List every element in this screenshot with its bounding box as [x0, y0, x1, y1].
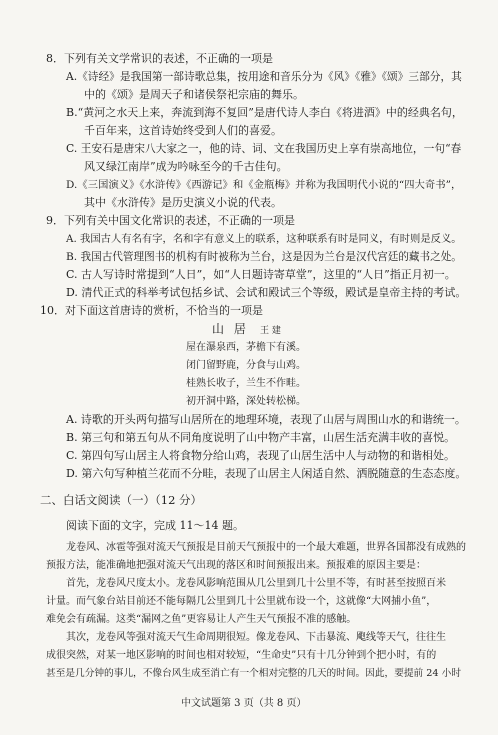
q10-option-c: C. 第四句写山居主人将食物分给山鸡，表现了山居生活中人与动物的和谐相处。 [66, 449, 456, 462]
q9-option-a: A. 我国古人有名有字，名和字有意义上的联系，这种联系有时是同义，有时则是反义。 [66, 233, 462, 245]
q9-stem: 9．下列有关中国文化常识的表述，不正确的一项是 [46, 214, 295, 227]
q8-option-c-line2: 风又绿江南岸”成为吟咏至今的千古佳句。 [84, 160, 288, 173]
poem-line-2: 闭门留野鹿，分食与山鸡。 [186, 360, 306, 371]
reading-instruction: 阅读下面的文字，完成 11～14 题。 [66, 519, 244, 532]
poem-line-4: 初开洞中路，深处转松梯。 [186, 396, 306, 407]
passage-line-4: 计量。而气象台站目前还不能每隔几公里到几十公里就布设一个，这就像“大网捕小鱼”， [46, 596, 437, 607]
passage-line-7: 成很突然，对某一地区影响的时间也相对较短，“生命史”只有十几分钟到个把小时，有的 [46, 650, 437, 661]
passage-line-1: 龙卷风、冰雹等强对流天气预报是目前天气预报中的一个最大难题，世界各国都没有成熟的 [66, 542, 466, 553]
passage-line-5: 难免会有疏漏。这类“漏网之鱼”更容易让人产生天气预报不准的感触。 [46, 614, 357, 625]
page-footer: 中文试题第 3 页（共 8 页） [181, 698, 307, 709]
poem-line-1: 屋在瀑泉西，茅檐下有溪。 [186, 342, 306, 353]
q8-option-d-line2: 其中《水浒传》是历史演义小说的代表。 [84, 196, 282, 209]
passage-line-8: 甚至是几分钟的事儿，不像台风生成至消亡有一个相对完整的几天的时间。因此，要提前 24 小时 [46, 668, 462, 679]
q9-option-b: B. 我国古代管理图书的机构有时被称为兰台，这是因为兰台是汉代宫廷的藏书之处。 [66, 251, 462, 263]
q8-option-b-line1: B.“黄河之水天上来，奔流到海不复回”是唐代诗人李白《将进酒》中的经典名句， [66, 106, 463, 119]
q9-option-c: C. 古人写诗时常提到“人日”，如“人日题诗寄草堂”，这里的“人日”指正月初一。 [66, 268, 456, 281]
poem-author: 王 建 [260, 326, 281, 336]
poem-title: 山 居 [212, 322, 249, 336]
q10-stem: 10．对下面这首唐诗的赏析，不恰当的一项是 [40, 304, 263, 317]
q10-option-a: A. 诗歌的开头两句描写山居所在的地理环境，表现了山居与周围山水的和谐统一。 [66, 413, 466, 426]
q10-option-b: B. 第三句和第五句从不同角度说明了山中物产丰富，山居生活充满丰收的喜悦。 [66, 431, 456, 444]
q8-option-d-line1: D.《三国演义》《水浒传》《西游记》和《金瓶梅》并称为我国明代小说的“四大奇书”， [66, 179, 462, 191]
q8-stem: 8．下列有关文学常识的表述，不正确的一项是 [46, 52, 273, 65]
q10-option-d: D. 第六句写种植兰花而不分畦，表现了山居主人闲适自然、洒脱随意的生态态度。 [66, 467, 467, 480]
passage-line-3: 首先，龙卷风尺度太小。龙卷风影响范围从几公里到几十公里不等，有时甚至按照百米 [66, 578, 446, 589]
section-heading: 二、白话文阅读（一）（12 分） [40, 493, 203, 507]
q8-option-b-line2: 千百年来，这首诗始终受到人们的喜爱。 [84, 124, 282, 137]
passage-line-6: 其次，龙卷风等强对流天气生命周期很短。像龙卷风、下击暴流、飑线等天气，往往生 [66, 632, 446, 643]
poem-line-3: 桂熟长收子，兰生不作畦。 [186, 378, 306, 389]
q8-option-a-line2: 中的《颂》是周天子和诸侯祭祀宗庙的舞乐。 [84, 88, 304, 101]
q8-option-a-line1: A.《诗经》是我国第一部诗歌总集，按用途和音乐分为《风》《雅》《颂》三部分，其 [66, 70, 462, 83]
passage-line-2: 预报方法，能准确地把强对流天气出现的落区和时间预报出来。预报难的原因主要是： [46, 560, 426, 571]
q9-option-d: D. 清代正式的科举考试包括乡试、会试和殿试三个等级，殿试是皇帝主持的考试。 [66, 286, 467, 299]
q8-option-c-line1: C. 王安石是唐宋八大家之一，他的诗、词、文在我国历史上享有崇高地位，一句“春 [66, 142, 462, 155]
